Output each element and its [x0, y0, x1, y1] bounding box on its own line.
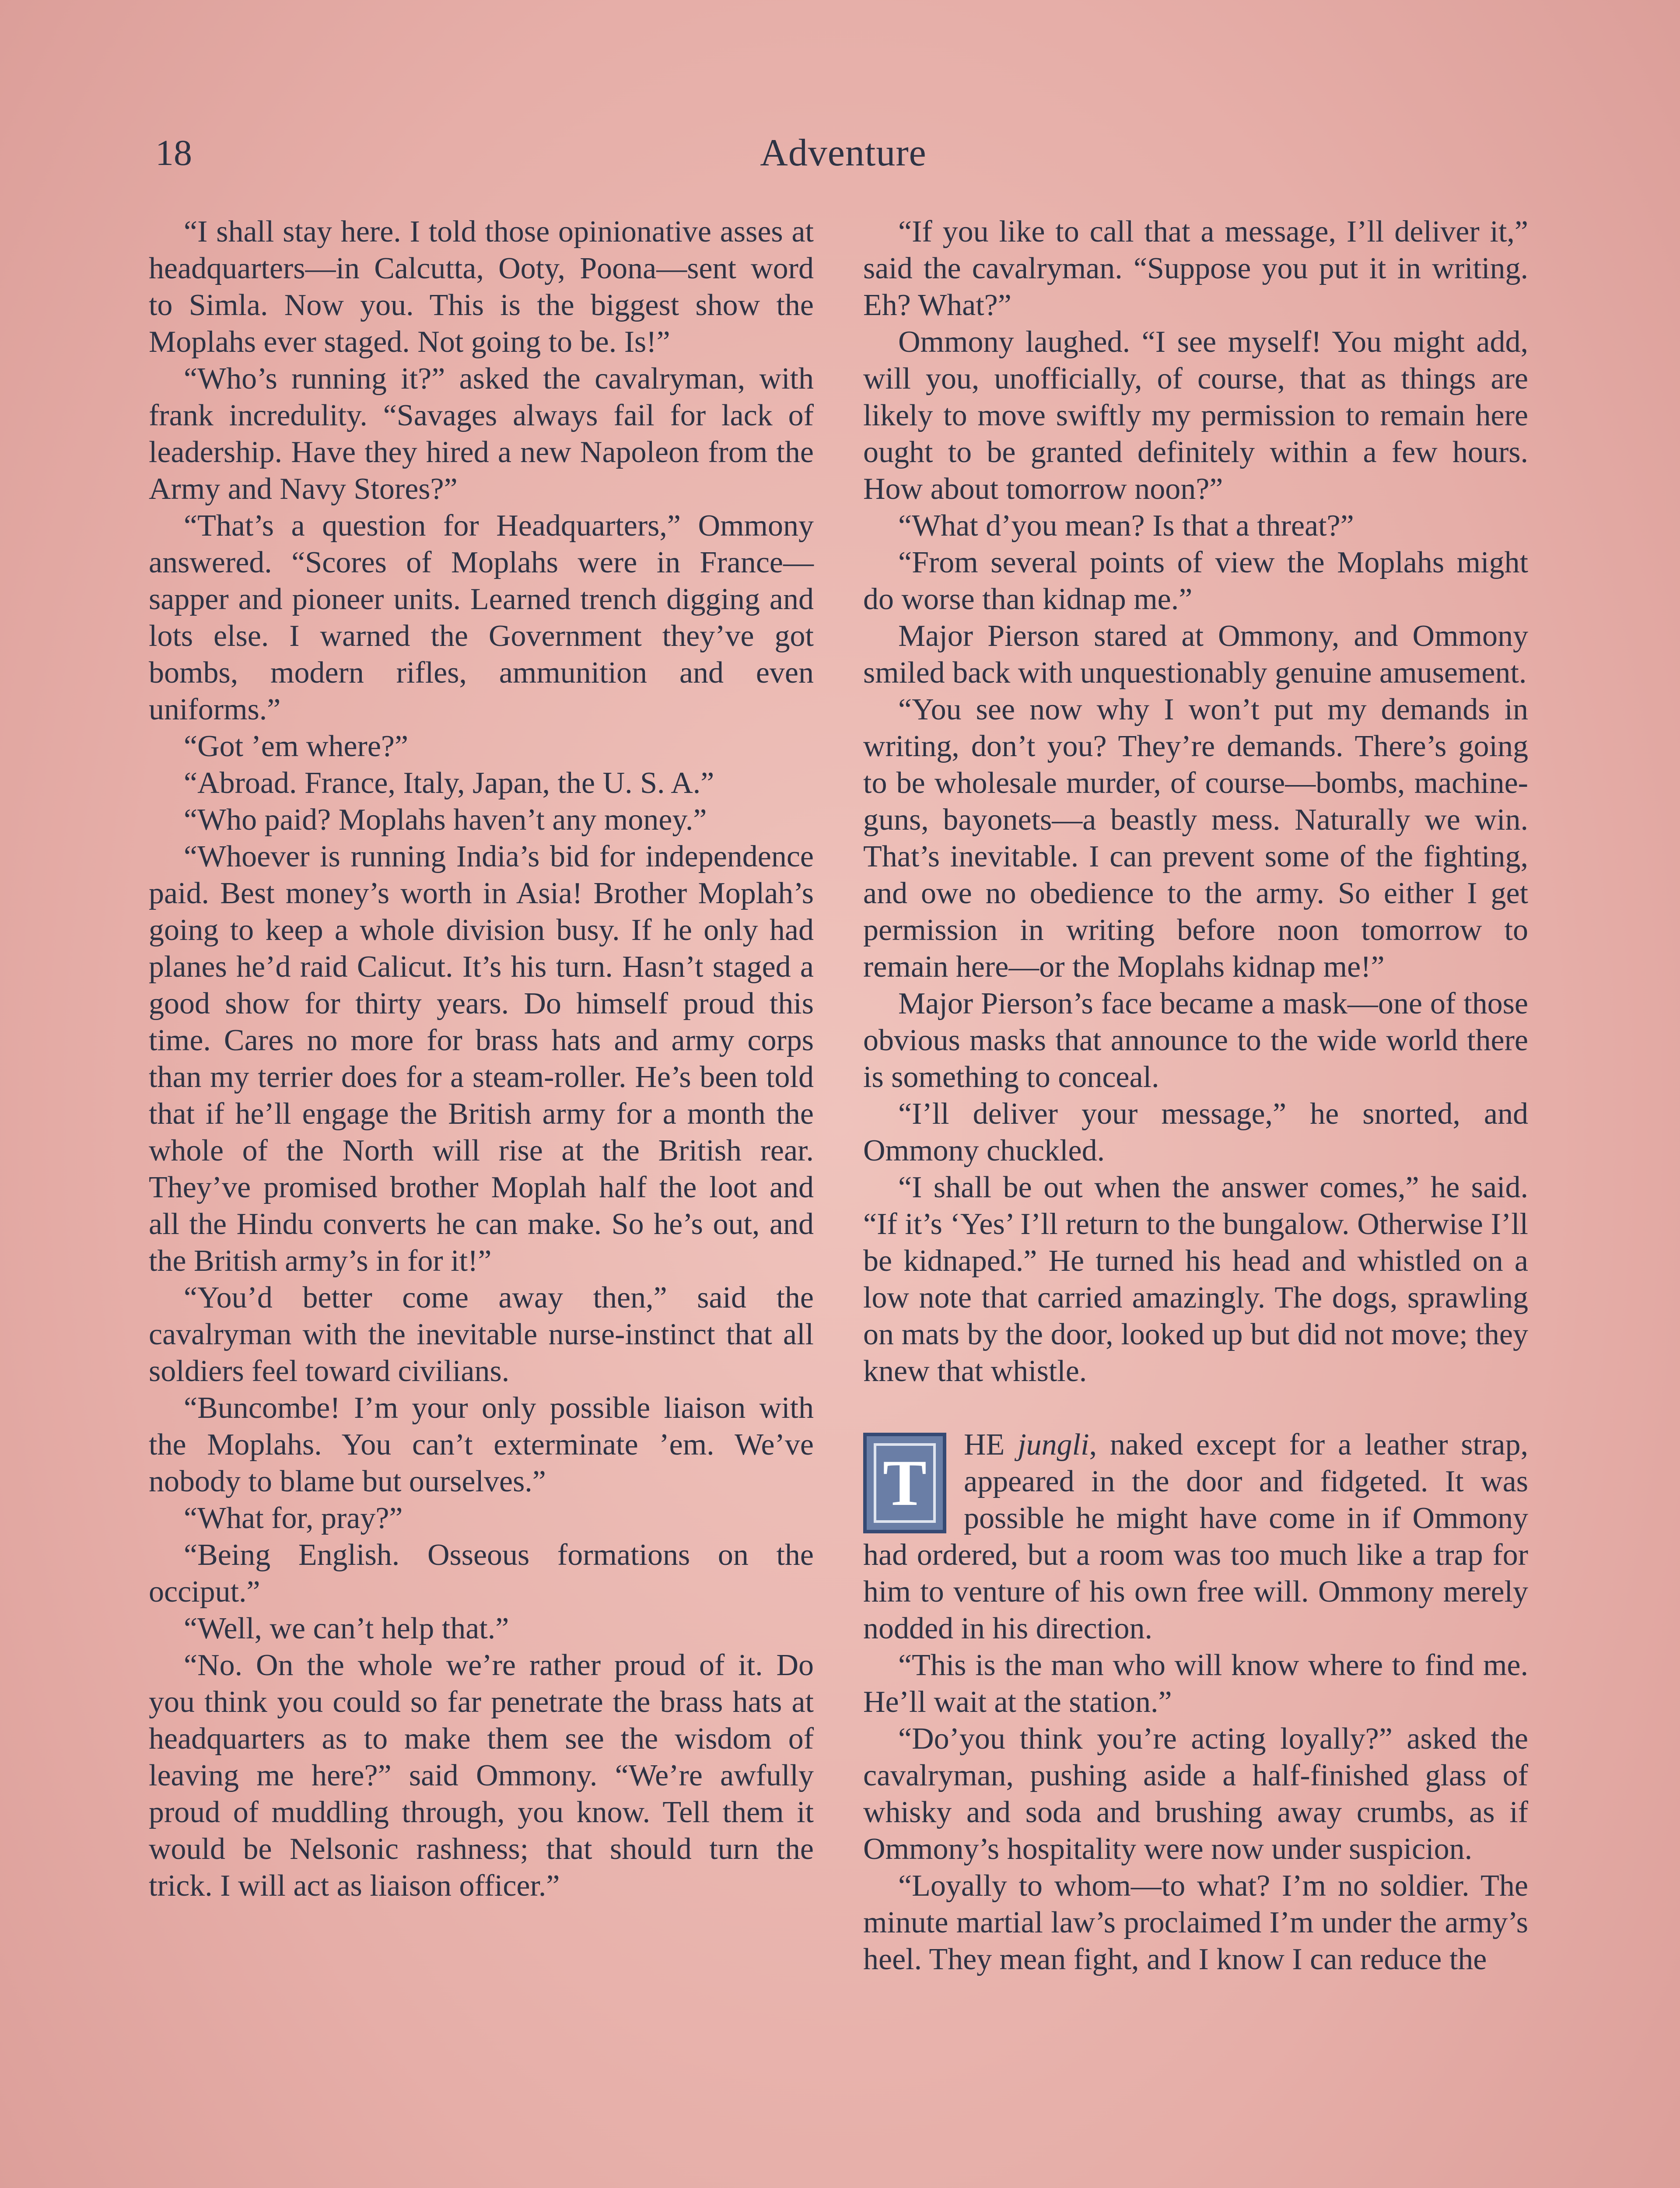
paragraph: “No. On the whole we’re rather proud of it. Do you think you could so far penetrate the brass hats at headquarters as to make them see the wisdom of leaving me here?” said Ommony. “We’re awfully proud of muddling through, you know. Tell them it would be Nelsonic rashness; that should turn the trick. I will act as liaison officer.”	[149, 1648, 814, 1903]
paragraph: “That’s a question for Headquarters,” Ommony answered. “Scores of Moplahs were in France—sapper and pioneer units. Learned trench digging and lots else. I warned the Government they’ve got bombs, modern rifles, ammunition and even uniforms.”	[149, 509, 814, 726]
paragraph: “Got ’em where?”	[184, 729, 409, 763]
paragraph: “If you like to call that a message, I’ll deliver it,” said the cavalryman. “Suppose you put it in writing. Eh? What?”	[863, 215, 1528, 322]
emphasis-word: jungli	[1018, 1428, 1089, 1462]
paragraph: “Being English. Osseous formations on the occiput.”	[149, 1538, 814, 1609]
paragraph: Major Pierson stared at Ommony, and Ommony smiled back with unquestionably genuine amusement.	[863, 619, 1528, 690]
paragraph: “Buncombe! I’m your only possible liaison with the Moplahs. You can’t exterminate ’em. We’ve nobody to blame but ourselves.”	[149, 1391, 814, 1498]
paragraph: “You’d better come away then,” said the cavalryman with the inevitable nurse-instinct that all soldiers feel toward civilians.	[149, 1281, 814, 1388]
drop-cap-frame	[874, 1443, 936, 1523]
drop-cap	[863, 1433, 946, 1533]
paragraph: “You see now why I won’t put my demands in writing, don’t you? They’re demands. There’s going to be wholesale murder, of course—bombs, machine-guns, bayonets—a beastly mess. Naturally we win. That’s inevitable. I can prevent some of the fighting, and owe no obedience to the army. So either I get permission in writing before noon tomorrow to remain here—or the Moplahs kidnap me!”	[863, 693, 1528, 984]
paragraph: “What d’you mean? Is that a threat?”	[898, 509, 1354, 543]
paragraph: “From several points of view the Moplahs might do worse than kidnap me.”	[863, 546, 1528, 616]
section-text: , naked except for a leather strap, appeared in the door and fidgeted. It was possible he might have come in if Ommony had ordered, but a room was too much like a trap for him to venture of his own free will. Ommony merely nodded in his direction.	[863, 1428, 1528, 1645]
paragraph: “I shall stay here. I told those opinionative asses at headquarters—in Calcutta, Ooty, Poona—sent word to Simla. Now you. This is the biggest show the Moplahs ever staged. Not going to be. Is!”	[149, 215, 814, 359]
paragraph: Major Pierson’s face became a mask—one of those obvious masks that announce to the wide world there is something to conceal.	[863, 987, 1528, 1094]
paragraph: “What for, pray?”	[184, 1501, 403, 1535]
page-number: 18	[155, 133, 192, 173]
paragraph: “Loyally to whom—to what? I’m no soldier. The minute martial law’s proclaimed I’m under the army’s heel. They mean fight, and I know I can reduce the	[863, 1869, 1528, 1976]
paragraph: “Who paid? Moplahs haven’t any money.”	[184, 803, 707, 837]
left-column	[149, 214, 814, 1904]
paragraph: “Whoever is running India’s bid for independence paid. Best money’s worth in Asia! Brother Moplah’s going to keep a whole division busy. If he only had planes he’d raid Calicut. It’s his turn. Hasn’t staged a good show for thirty years. Do himself proud this time. Cares no more for brass hats and army corps than my terrier does for a steam-roller. He’s been told that if he’ll engage the British army for a month the whole of the North will rise at the British rear. They’ve promised brother Moplah half the loot and all the Hindu converts he can make. So he’s out, and the British army’s in for it!”	[149, 840, 814, 1278]
paragraph: “Abroad. France, Italy, Japan, the U. S. A.”	[184, 766, 714, 800]
paragraph: “Who’s running it?” asked the cavalryman, with frank incredulity. “Savages always fail for lack of leadership. Have they hired a new Napoleon from the Army and Navy Stores?”	[149, 362, 814, 506]
running-title: Adventure	[760, 132, 927, 174]
paragraph: “I’ll deliver your message,” he snorted, and Ommony chuckled.	[863, 1097, 1528, 1168]
paragraph: “This is the man who will know where to find me. He’ll wait at the station.”	[863, 1648, 1528, 1719]
right-column	[863, 214, 1528, 1978]
paragraph: “Do’you think you’re acting loyally?” asked the cavalryman, pushing aside a half-finished glass of whisky and soda and brushing away crumbs, as if Ommony’s hospitality were now under suspicion.	[863, 1722, 1528, 1866]
lead-text: HE	[964, 1428, 1018, 1462]
page-header	[155, 127, 1531, 179]
drop-cap-letter: T	[882, 1447, 927, 1519]
paragraph: Ommony laughed. “I see myself! You might add, will you, unofficially, of course, that as things are likely to move swiftly my permission to remain here ought to be granted definitely within a few hours. How about tomorrow noon?”	[863, 325, 1528, 506]
paragraph: “Well, we can’t help that.”	[184, 1612, 509, 1645]
section-opening-paragraph	[863, 1427, 1528, 1647]
paragraph: “I shall be out when the answer comes,” he said. “If it’s ‘Yes’ I’ll return to the bungalow. Otherwise I’ll be kidnaped.” He turned his head and whistled on a low note that carried amazingly. The dogs, sprawling on mats by the door, looked up but did not move; they knew that whistle.	[863, 1171, 1528, 1388]
